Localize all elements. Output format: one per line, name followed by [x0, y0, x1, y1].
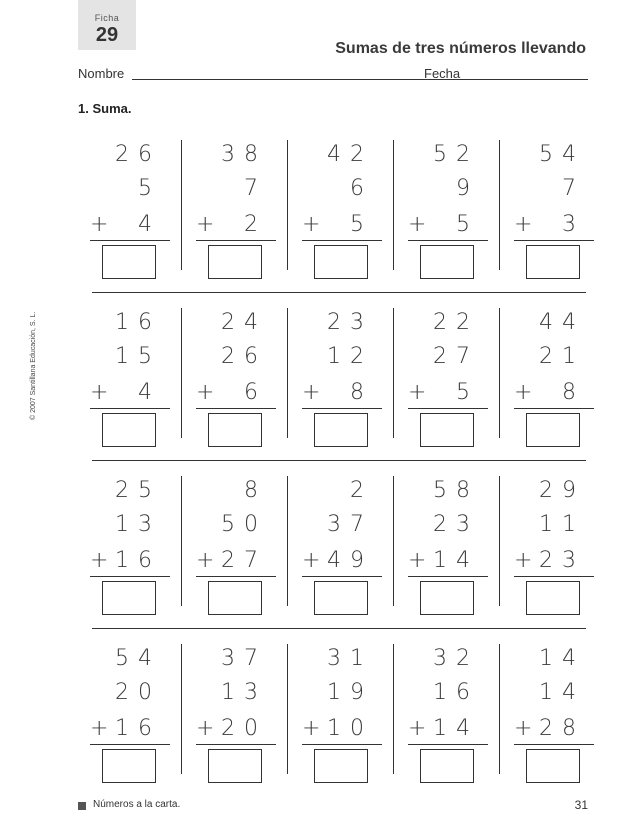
addend-3: 8: [350, 380, 373, 405]
addition-problem: [184, 132, 289, 282]
plus-sign: +: [514, 716, 533, 741]
page-number: 31: [574, 798, 588, 812]
page-title: Sumas de tres números llevando: [335, 40, 586, 57]
answer-box[interactable]: [420, 581, 474, 615]
answer-box[interactable]: [526, 581, 580, 615]
answer-box[interactable]: [526, 413, 580, 447]
addition-problem: [184, 300, 289, 450]
column-separator: [393, 308, 394, 438]
sum-line: [196, 744, 276, 745]
addition-problem: [78, 636, 183, 786]
sum-line: [302, 408, 382, 409]
sum-line: [302, 240, 382, 241]
answer-box[interactable]: [420, 413, 474, 447]
answer-box[interactable]: [420, 245, 474, 279]
plus-sign: +: [514, 380, 533, 405]
plus-sign: +: [196, 212, 215, 237]
addend-1: 23: [327, 310, 373, 335]
column-separator: [287, 644, 288, 774]
addend-3: 5: [456, 212, 479, 237]
addition-problem: [290, 300, 395, 450]
plus-sign: +: [196, 716, 215, 741]
sum-row: [78, 300, 594, 468]
addend-1: 44: [539, 310, 585, 335]
addend-1: 32: [433, 646, 479, 671]
addend-3: 6: [244, 380, 267, 405]
addition-problem: [290, 468, 395, 618]
addend-2: 9: [456, 176, 479, 201]
answer-box[interactable]: [208, 245, 262, 279]
plus-sign: +: [90, 212, 109, 237]
addend-3: 8: [562, 380, 585, 405]
row-divider: [92, 460, 586, 461]
answer-box[interactable]: [314, 413, 368, 447]
column-separator: [393, 644, 394, 774]
addend-1: 54: [539, 142, 585, 167]
addend-1: 22: [433, 310, 479, 335]
addition-problem: [184, 636, 289, 786]
answer-box[interactable]: [526, 749, 580, 783]
addend-1: 52: [433, 142, 479, 167]
plus-sign: +: [196, 548, 215, 573]
addend-2: 21: [539, 344, 585, 369]
addend-3: 14: [433, 716, 479, 741]
addend-3: 5: [456, 380, 479, 405]
addend-1: 25: [115, 478, 161, 503]
addend-3: 16: [115, 716, 161, 741]
addition-problem: [396, 636, 501, 786]
addend-3: 23: [539, 548, 585, 573]
sum-line: [196, 408, 276, 409]
addition-problem: [396, 300, 501, 450]
plus-sign: +: [514, 212, 533, 237]
sum-line: [90, 576, 170, 577]
ficha-tab: [78, 0, 136, 50]
column-separator: [181, 308, 182, 438]
addend-3: 3: [562, 212, 585, 237]
addition-problem: [290, 636, 395, 786]
answer-box[interactable]: [314, 245, 368, 279]
addend-2: 7: [244, 176, 267, 201]
addend-3: 10: [327, 716, 373, 741]
plus-sign: +: [302, 380, 321, 405]
plus-sign: +: [408, 380, 427, 405]
footer-text: Números a la carta.: [93, 799, 181, 810]
sum-line: [302, 744, 382, 745]
square-bullet-icon: [78, 802, 86, 810]
addend-1: 29: [539, 478, 585, 503]
column-separator: [393, 476, 394, 606]
addend-2: 13: [115, 512, 161, 537]
column-separator: [287, 476, 288, 606]
name-date-row: [78, 66, 588, 84]
addend-3: 14: [433, 548, 479, 573]
plus-sign: +: [196, 380, 215, 405]
sum-line: [408, 240, 488, 241]
addend-1: 16: [115, 310, 161, 335]
plus-sign: +: [90, 380, 109, 405]
addend-3: 16: [115, 548, 161, 573]
addend-3: 4: [138, 380, 161, 405]
addition-problem: [78, 300, 183, 450]
addend-1: 54: [115, 646, 161, 671]
sum-row: [78, 468, 594, 636]
sum-line: [514, 240, 594, 241]
addend-2: 6: [350, 176, 373, 201]
date-field[interactable]: [470, 79, 588, 80]
ficha-label: Ficha: [94, 13, 120, 23]
answer-box[interactable]: [420, 749, 474, 783]
addition-problem: [502, 636, 607, 786]
addend-3: 2: [244, 212, 267, 237]
addend-2: 50: [221, 512, 267, 537]
answer-box[interactable]: [208, 581, 262, 615]
row-divider: [92, 292, 586, 293]
column-separator: [181, 476, 182, 606]
addend-2: 13: [221, 680, 267, 705]
column-separator: [287, 308, 288, 438]
column-separator: [287, 140, 288, 270]
addend-2: 5: [138, 176, 161, 201]
addend-2: 12: [327, 344, 373, 369]
plus-sign: +: [302, 716, 321, 741]
sum-line: [514, 576, 594, 577]
plus-sign: +: [514, 548, 533, 573]
addend-2: 19: [327, 680, 373, 705]
addend-1: 37: [221, 646, 267, 671]
addend-2: 15: [115, 344, 161, 369]
sum-line: [514, 744, 594, 745]
answer-box[interactable]: [314, 581, 368, 615]
plus-sign: +: [408, 548, 427, 573]
addition-problem: [78, 468, 183, 618]
column-separator: [181, 140, 182, 270]
column-separator: [499, 140, 500, 270]
addend-1: 24: [221, 310, 267, 335]
addend-1: 14: [539, 646, 585, 671]
sum-line: [90, 240, 170, 241]
addition-problem: [502, 468, 607, 618]
exercise-title: 1. Suma.: [78, 101, 132, 116]
plus-sign: +: [408, 212, 427, 237]
addend-1: 58: [433, 478, 479, 503]
column-separator: [499, 644, 500, 774]
sum-line: [408, 744, 488, 745]
addition-problem: [396, 468, 501, 618]
column-separator: [181, 644, 182, 774]
column-separator: [393, 140, 394, 270]
answer-box[interactable]: [102, 581, 156, 615]
addend-2: 20: [115, 680, 161, 705]
sum-row: [78, 636, 594, 804]
addend-2: 11: [539, 512, 585, 537]
addend-1: 31: [327, 646, 373, 671]
sum-line: [90, 744, 170, 745]
addend-1: 2: [350, 478, 373, 503]
addition-problem: [290, 132, 395, 282]
row-divider: [92, 628, 586, 629]
answer-box[interactable]: [102, 245, 156, 279]
addition-problem: [396, 132, 501, 282]
addend-2: 37: [327, 512, 373, 537]
column-separator: [499, 308, 500, 438]
addend-2: 26: [221, 344, 267, 369]
addend-1: 38: [221, 142, 267, 167]
copyright-notice: © 2007 Santillana Educación, S. L.: [30, 311, 37, 420]
addend-3: 27: [221, 548, 267, 573]
plus-sign: +: [90, 716, 109, 741]
sum-line: [408, 408, 488, 409]
sum-line: [514, 408, 594, 409]
addend-2: 27: [433, 344, 479, 369]
addend-2: 23: [433, 512, 479, 537]
addend-2: 14: [539, 680, 585, 705]
answer-box[interactable]: [102, 749, 156, 783]
addend-2: 16: [433, 680, 479, 705]
addend-2: 7: [562, 176, 585, 201]
addend-3: 5: [350, 212, 373, 237]
sum-line: [302, 576, 382, 577]
plus-sign: +: [302, 212, 321, 237]
plus-sign: +: [408, 716, 427, 741]
addend-3: 4: [138, 212, 161, 237]
date-label: Fecha: [424, 66, 461, 81]
sum-row: [78, 132, 594, 300]
addend-3: 28: [539, 716, 585, 741]
plus-sign: +: [302, 548, 321, 573]
addend-1: 8: [244, 478, 267, 503]
sum-line: [196, 576, 276, 577]
addend-1: 26: [115, 142, 161, 167]
addition-problem: [184, 468, 289, 618]
answer-box[interactable]: [102, 413, 156, 447]
sum-line: [90, 408, 170, 409]
plus-sign: +: [90, 548, 109, 573]
addition-problem: [78, 132, 183, 282]
sum-line: [408, 576, 488, 577]
sum-line: [196, 240, 276, 241]
addend-3: 49: [327, 548, 373, 573]
footer: [78, 799, 588, 815]
sums-grid: [78, 132, 594, 804]
answer-box[interactable]: [526, 245, 580, 279]
addend-1: 42: [327, 142, 373, 167]
answer-box[interactable]: [208, 413, 262, 447]
ficha-number: 29: [95, 24, 119, 46]
addition-problem: [502, 300, 607, 450]
answer-box[interactable]: [208, 749, 262, 783]
addend-3: 20: [221, 716, 267, 741]
answer-box[interactable]: [314, 749, 368, 783]
column-separator: [499, 476, 500, 606]
name-label: Nombre: [78, 66, 125, 81]
addition-problem: [502, 132, 607, 282]
